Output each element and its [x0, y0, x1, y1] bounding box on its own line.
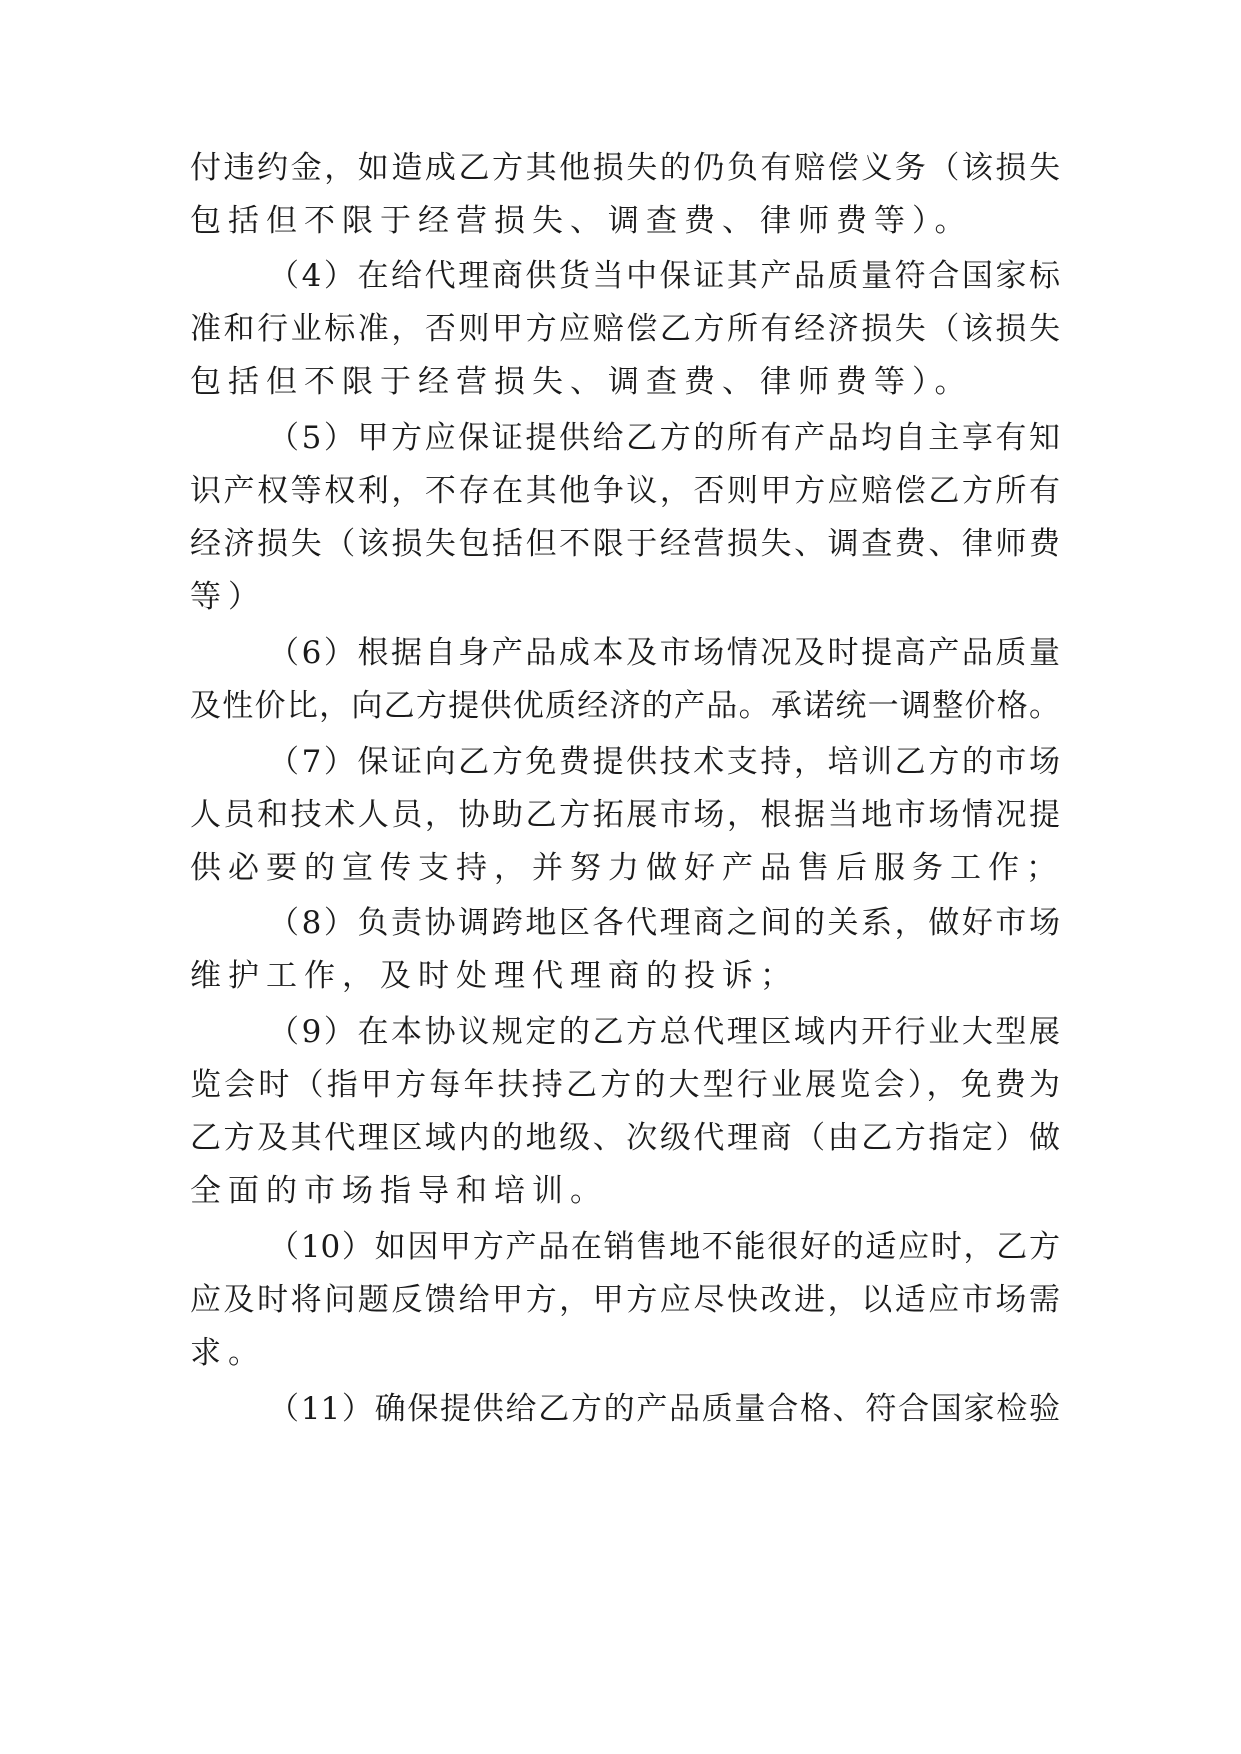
text-line: 乙方及其代理区域内的地级、次级代理商（由乙方指定）做 — [190, 1120, 1060, 1156]
text-line: 准和行业标准，否则甲方应赔偿乙方所有经济损失（该损失 — [190, 311, 1060, 347]
paragraph-5-first-line: （5）甲方应保证提供给乙方的所有产品均自主享有知 — [268, 420, 1060, 456]
text-line: 全面的市场指导和培训。 — [190, 1173, 608, 1209]
text-line: 包括但不限于经营损失、调查费、律师费等）。 — [190, 364, 973, 400]
text-line: 应及时将问题反馈给甲方，甲方应尽快改进，以适应市场需 — [190, 1282, 1060, 1318]
paragraph-6-first-line: （6）根据自身产品成本及市场情况及时提高产品质量 — [268, 635, 1060, 671]
text-line: 求。 — [190, 1335, 266, 1371]
text-line: 供必要的宣传支持，并努力做好产品售后服务工作； — [190, 850, 1064, 886]
paragraph-11-first-line: （11）确保提供给乙方的产品质量合格、符合国家检验 — [268, 1391, 1060, 1427]
text-line: 人员和技术人员，协助乙方拓展市场，根据当地市场情况提 — [190, 797, 1060, 833]
paragraph-10-first-line: （10）如因甲方产品在销售地不能很好的适应时，乙方 — [268, 1229, 1060, 1265]
text-line: 包括但不限于经营损失、调查费、律师费等）。 — [190, 203, 973, 239]
text-line: 经济损失（该损失包括但不限于经营损失、调查费、律师费 — [190, 526, 1060, 562]
paragraph-4-first-line: （4）在给代理商供货当中保证其产品质量符合国家标 — [268, 258, 1060, 294]
paragraph-8-first-line: （8）负责协调跨地区各代理商之间的关系，做好市场 — [268, 905, 1060, 941]
text-line: 维护工作，及时处理代理商的投诉； — [190, 958, 798, 994]
text-line: 及性价比，向乙方提供优质经济的产品。承诺统一调整价格。 — [190, 688, 1060, 724]
paragraph-7-first-line: （7）保证向乙方免费提供技术支持，培训乙方的市场 — [268, 744, 1060, 780]
text-line: 览会时（指甲方每年扶持乙方的大型行业展览会），免费为 — [190, 1067, 1060, 1103]
paragraph-9-first-line: （9）在本协议规定的乙方总代理区域内开行业大型展 — [268, 1014, 1060, 1050]
text-line: 等） — [190, 579, 266, 615]
text-line: 识产权等权利，不存在其他争议，否则甲方应赔偿乙方所有 — [190, 473, 1060, 509]
text-line: 付违约金，如造成乙方其他损失的仍负有赔偿义务（该损失 — [190, 150, 1060, 186]
